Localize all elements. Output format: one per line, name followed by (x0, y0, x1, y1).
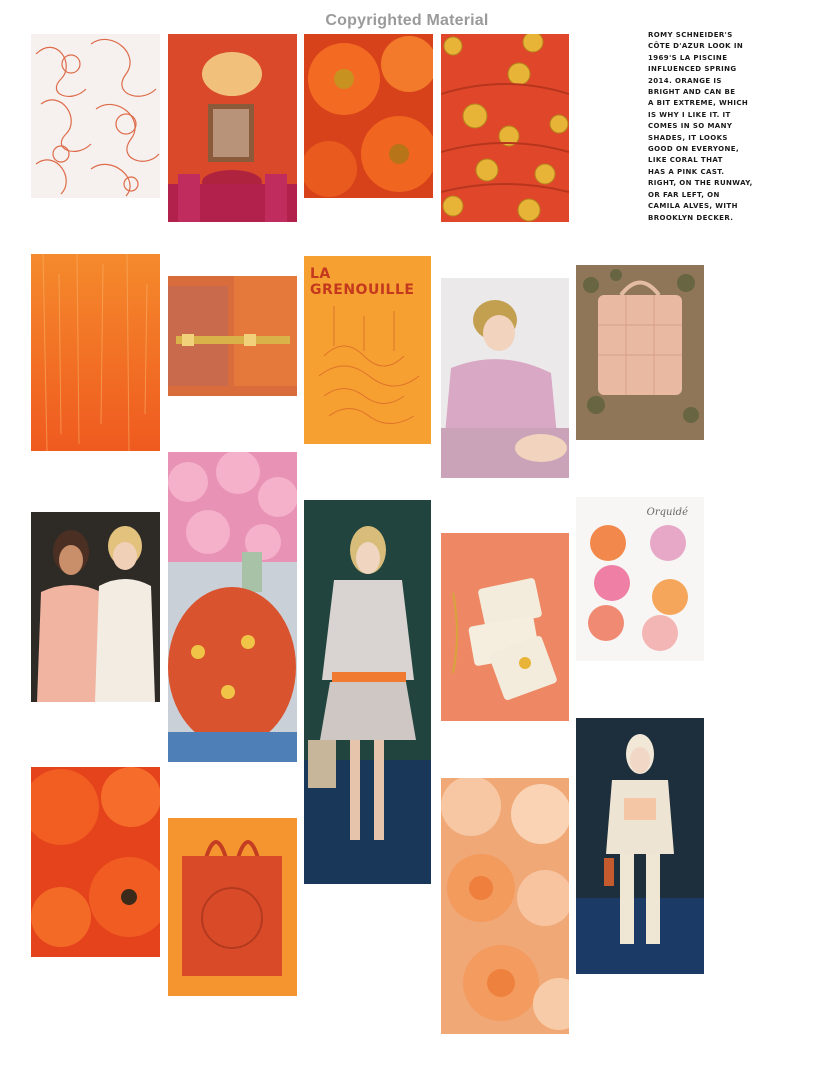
orange-poppies-photo (31, 767, 160, 957)
flower-sketch-script: Orquidé (646, 507, 688, 518)
quilted-peach-handbag-photo (576, 265, 704, 440)
caption-line: OR FAR LEFT, ON (648, 190, 720, 199)
zinnia-flowers-photo (304, 34, 433, 198)
orange-painted-texture-photo (31, 254, 160, 451)
caption-text (648, 30, 768, 224)
caption-line: BROOKLYN DECKER. (648, 213, 734, 222)
peach-roses-photo (441, 778, 569, 1034)
caption-line: BRIGHT AND CAN BE (648, 88, 736, 97)
studded-orange-leather-photo (441, 34, 569, 222)
caption-line: ROMY SCHNEIDER'S (648, 31, 733, 39)
caption-line: CAMILA ALVES, WITH (648, 202, 738, 211)
watermark-header: Copyrighted Material (325, 12, 489, 29)
caption-line: IS WHY I LIKE IT. IT (648, 110, 731, 119)
la-grenouille-menu-photo (304, 256, 431, 444)
caption-line: LIKE CORAL THAT (648, 156, 723, 165)
caption-line: COMES IN SO MANY (648, 122, 733, 131)
camila-alves-brooklyn-decker-photo (31, 512, 160, 702)
orange-leather-clutch-photo (168, 276, 297, 396)
orange-tote-bag-photo (168, 818, 297, 996)
hydrangeas-lobster-table-photo (168, 452, 297, 762)
flower-sketches-photo (576, 497, 704, 661)
caption-line: SHADES, IT LOOKS (648, 133, 728, 142)
grenouille-title: LA GRENOUILLE (310, 266, 415, 298)
caption-line: INFLUENCED SPRING (648, 65, 737, 74)
paisley-fabric-photo (31, 34, 160, 198)
caption-line: CÔTE D'AZUR LOOK IN (648, 42, 744, 51)
caption-line: HAS A PINK CAST. (648, 167, 725, 176)
caption-line: A BIT EXTREME, WHICH (648, 99, 749, 108)
caption-line: 1969'S LA PISCINE (648, 53, 728, 62)
white-leather-accessories-photo (441, 533, 569, 721)
woman-pink-sweater-photo (441, 278, 569, 478)
caption-line: GOOD ON EVERYONE, (648, 145, 739, 154)
caption-line: RIGHT, ON THE RUNWAY, (648, 179, 753, 188)
runway-printed-dress-photo (304, 500, 431, 884)
runway-cream-suit-photo (576, 718, 704, 974)
caption-line: 2014. ORANGE IS (648, 76, 722, 85)
orange-dining-room-photo (168, 34, 297, 222)
